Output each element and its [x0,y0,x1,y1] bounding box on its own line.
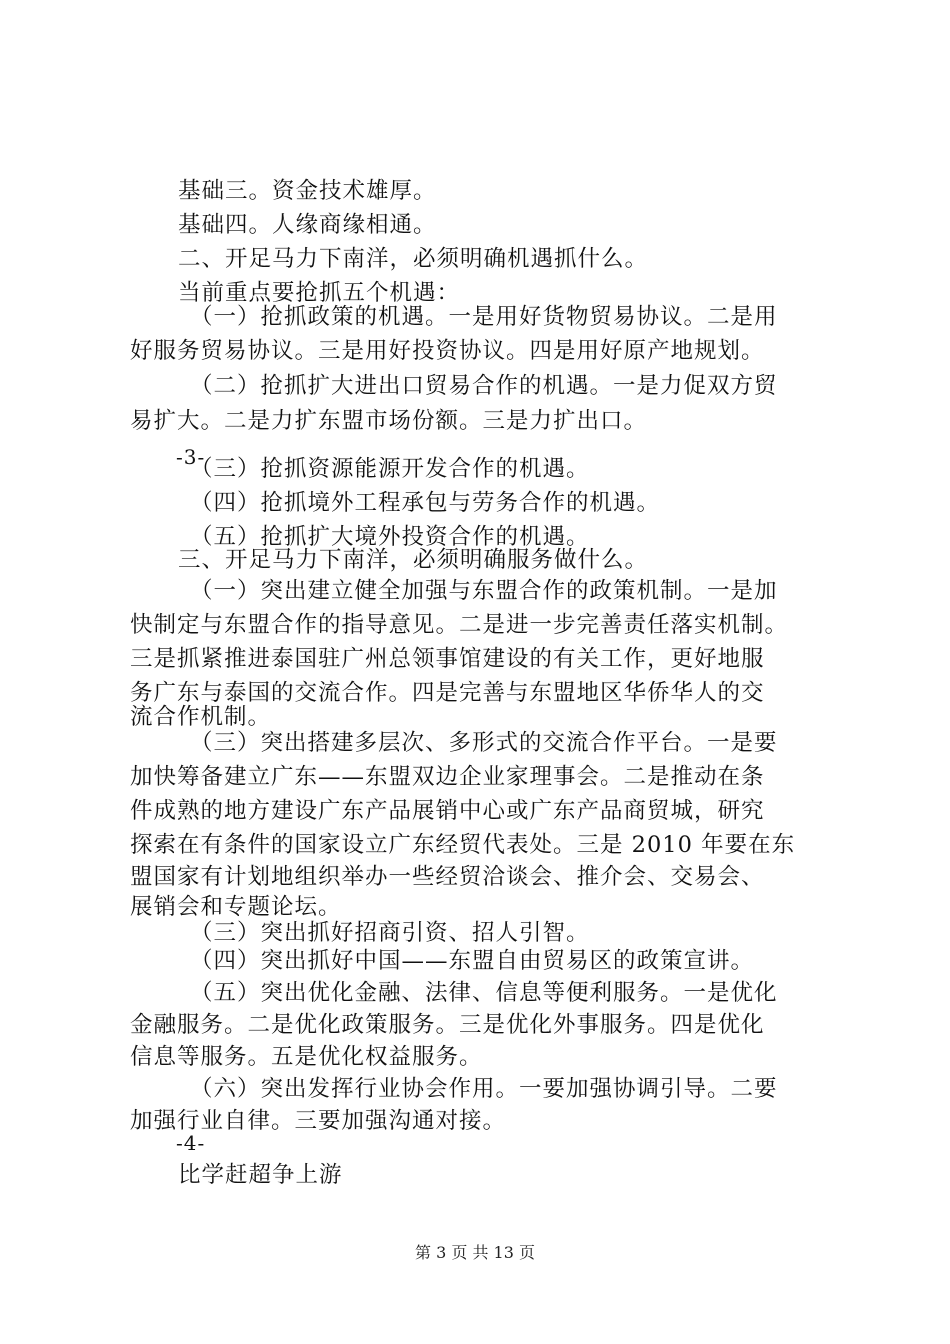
text-line: 加强行业自律。三要加强沟通对接。 [130,1108,507,1134]
text-line: 金融服务。二是优化政策服务。三是优化外事服务。四是优化 [130,1012,765,1038]
text-line: 快制定与东盟合作的指导意见。二是进一步完善责任落实机制。 [130,612,789,638]
text-line: 展销会和专题论坛。 [130,894,342,920]
text-line: （三）抢抓资源能源开发合作的机遇。 [190,456,590,482]
page-marker: -3- [176,445,206,469]
text-line: （四）抢抓境外工程承包与劳务合作的机遇。 [190,490,661,516]
text-line: 基础四。人缘商缘相通。 [178,212,437,238]
text-line: （三）突出抓好招商引资、招人引智。 [190,920,590,946]
text-line: 件成熟的地方建设广东产品展销中心或广东产品商贸城，研究 [130,798,765,824]
text-line: （四）突出抓好中国——东盟自由贸易区的政策宣讲。 [190,948,755,974]
text-line: 务广东与泰国的交流合作。四是完善与东盟地区华侨华人的交 [130,680,765,706]
page-marker: -4- [176,1131,206,1155]
text-line: 三是抓紧推进泰国驻广州总领事馆建设的有关工作，更好地服 [130,646,765,672]
text-line: 盟国家有计划地组织举办一些经贸洽谈会、推介会、交易会、 [130,864,765,890]
text-line: （五）抢抓扩大境外投资合作的机遇。 [190,524,590,550]
closing-heading: 比学赶超争上游 [178,1162,343,1188]
section-heading: 二、开足马力下南洋，必须明确机遇抓什么。 [178,246,649,272]
text-line: 流合作机制。 [130,704,272,730]
text-line: 好服务贸易协议。三是用好投资协议。四是用好原产地规划。 [130,338,765,364]
text-line: （三）突出搭建多层次、多形式的交流合作平台。一是要 [190,730,778,756]
page-footer: 第 3 页 共 13 页 [415,1243,535,1262]
text-line: 当前重点要抢抓五个机遇： [178,280,461,306]
text-line: 基础三。资金技术雄厚。 [178,178,437,204]
section-heading: 三、开足马力下南洋，必须明确服务做什么。 [178,547,649,573]
text-line: 信息等服务。五是优化权益服务。 [130,1044,483,1070]
text-line: 加快筹备建立广东——东盟双边企业家理事会。二是推动在条 [130,764,765,790]
text-line: （二）抢抓扩大进出口贸易合作的机遇。一是力促双方贸 [190,373,778,399]
text-line: （一）抢抓政策的机遇。一是用好货物贸易协议。二是用 [190,304,778,330]
text-line: 探索在有条件的国家设立广东经贸代表处。三是 2010 年要在东 [130,832,796,858]
text-line: 易扩大。二是力扩东盟市场份额。三是力扩出口。 [130,408,648,434]
text-line: （一）突出建立健全加强与东盟合作的政策机制。一是加 [190,578,778,604]
text-line: （六）突出发挥行业协会作用。一要加强协调引导。二要 [190,1076,778,1102]
text-line: （五）突出优化金融、法律、信息等便利服务。一是优化 [190,980,778,1006]
